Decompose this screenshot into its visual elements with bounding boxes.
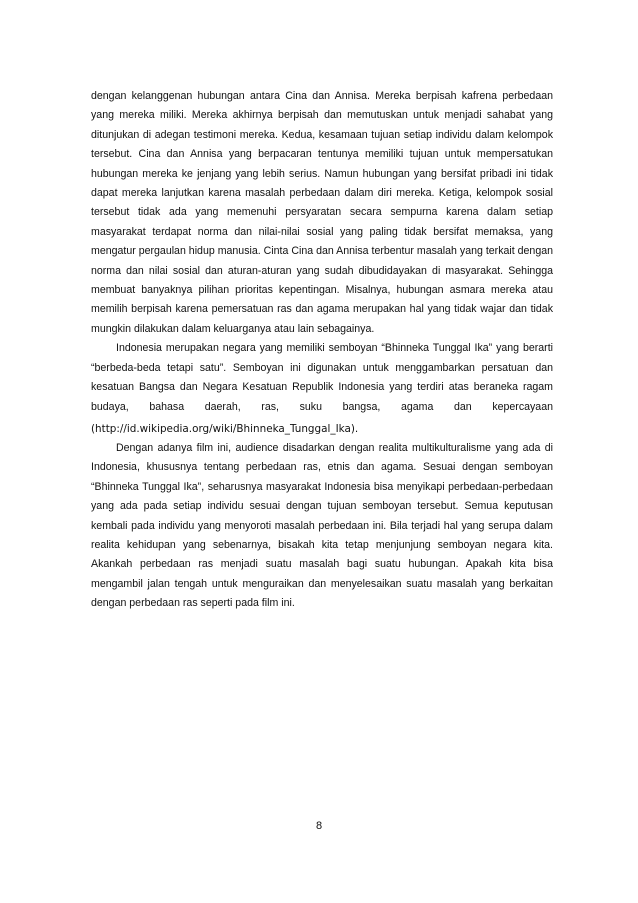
page-number: 8: [315, 820, 323, 832]
document-page: [91, 87, 553, 614]
paragraph-3: Dengan adanya film ini, audience disadarkan dengan realita multikulturalisme yang ada di Indonesia, khususnya tentang perbedaan ras, etnis dan agama. Sesuai dengan semboyan “Bhinneka Tunggal Ika”, seharusnya masyarakat Indonesia bisa menyikapi perbedaan-perbedaan yang ada pada setiap individu sesuai dengan tujuan semboyan tersebut. Semua keputusan kembali pada individu yang menyoroti masalah perbedaan ini. Bila terjadi hal yang serupa dalam realita kehidupan yang sebenarnya, bisakah kita tetap menjunjung semboyan negara kita. Akankah perbedaan ras menjadi suatu masalah bagi suatu hubungan. Apakah kita bisa mengambil jalan tengah untuk menguraikan dan menyelesaikan suatu masalah yang berkaitan dengan perbedaan ras seperti pada film ini.: [91, 441, 553, 610]
paragraph-1: dengan kelanggenan hubungan antara Cina dan Annisa. Mereka berpisah kafrena perbedaan yang mereka miliki. Mereka akhirnya berpisah dan memutuskan untuk menjadi sahabat yang ditunjukan di adegan testimoni mereka. Kedua, kesamaan tujuan setiap individu dalam kelompok tersebut. Cina dan Annisa yang berpacaran tentunya memiliki tujuan untuk mempersatukan hubungan mereka ke jenjang yang lebih serius. Namun hubungan yang bersifat pribadi ini tidak dapat mereka lanjutkan karena masalah perbedaan dalam diri mereka. Ketiga, kelompok sosial tersebut tidak ada yang memenuhi persyaratan secara sempurna karena dalam setiap masyarakat terdapat norma dan nilai-nilai sosial yang paling tidak bersifat memaksa, yang mengatur pergaulan hidup manusia. Cinta Cina dan Annisa terbentur masalah yang terkait dengan norma dan nilai sosial dan aturan-aturan yang sudah dibudidayakan di masyarakat. Sehingga membuat banyaknya pilihan prioritas kepentingan. Misalnya, hubungan asmara mereka atau memilih berpisah karena pemersatuan ras dan agama merupakan hal yang tidak wajar dan tidak mungkin dilakukan dalam keluarganya atau lain sebagainya.: [91, 90, 553, 335]
paragraph-2: Indonesia merupakan negara yang memiliki semboyan “Bhinneka Tunggal Ika” yang berarti “berbeda-beda tetapi satu”. Semboyan ini digunakan untuk menggambarkan persatuan dan kesatuan Bangsa dan Negara Kesatuan Republik Indonesia yang terdiri atas beraneka ragam budaya, bahasa daerah, ras, suku bangsa, agama dan kepercayaan: [91, 342, 553, 413]
wikipedia-reference: (http://id.wikipedia.org/wiki/Bhinneka_Tunggal_Ika).: [91, 422, 359, 435]
